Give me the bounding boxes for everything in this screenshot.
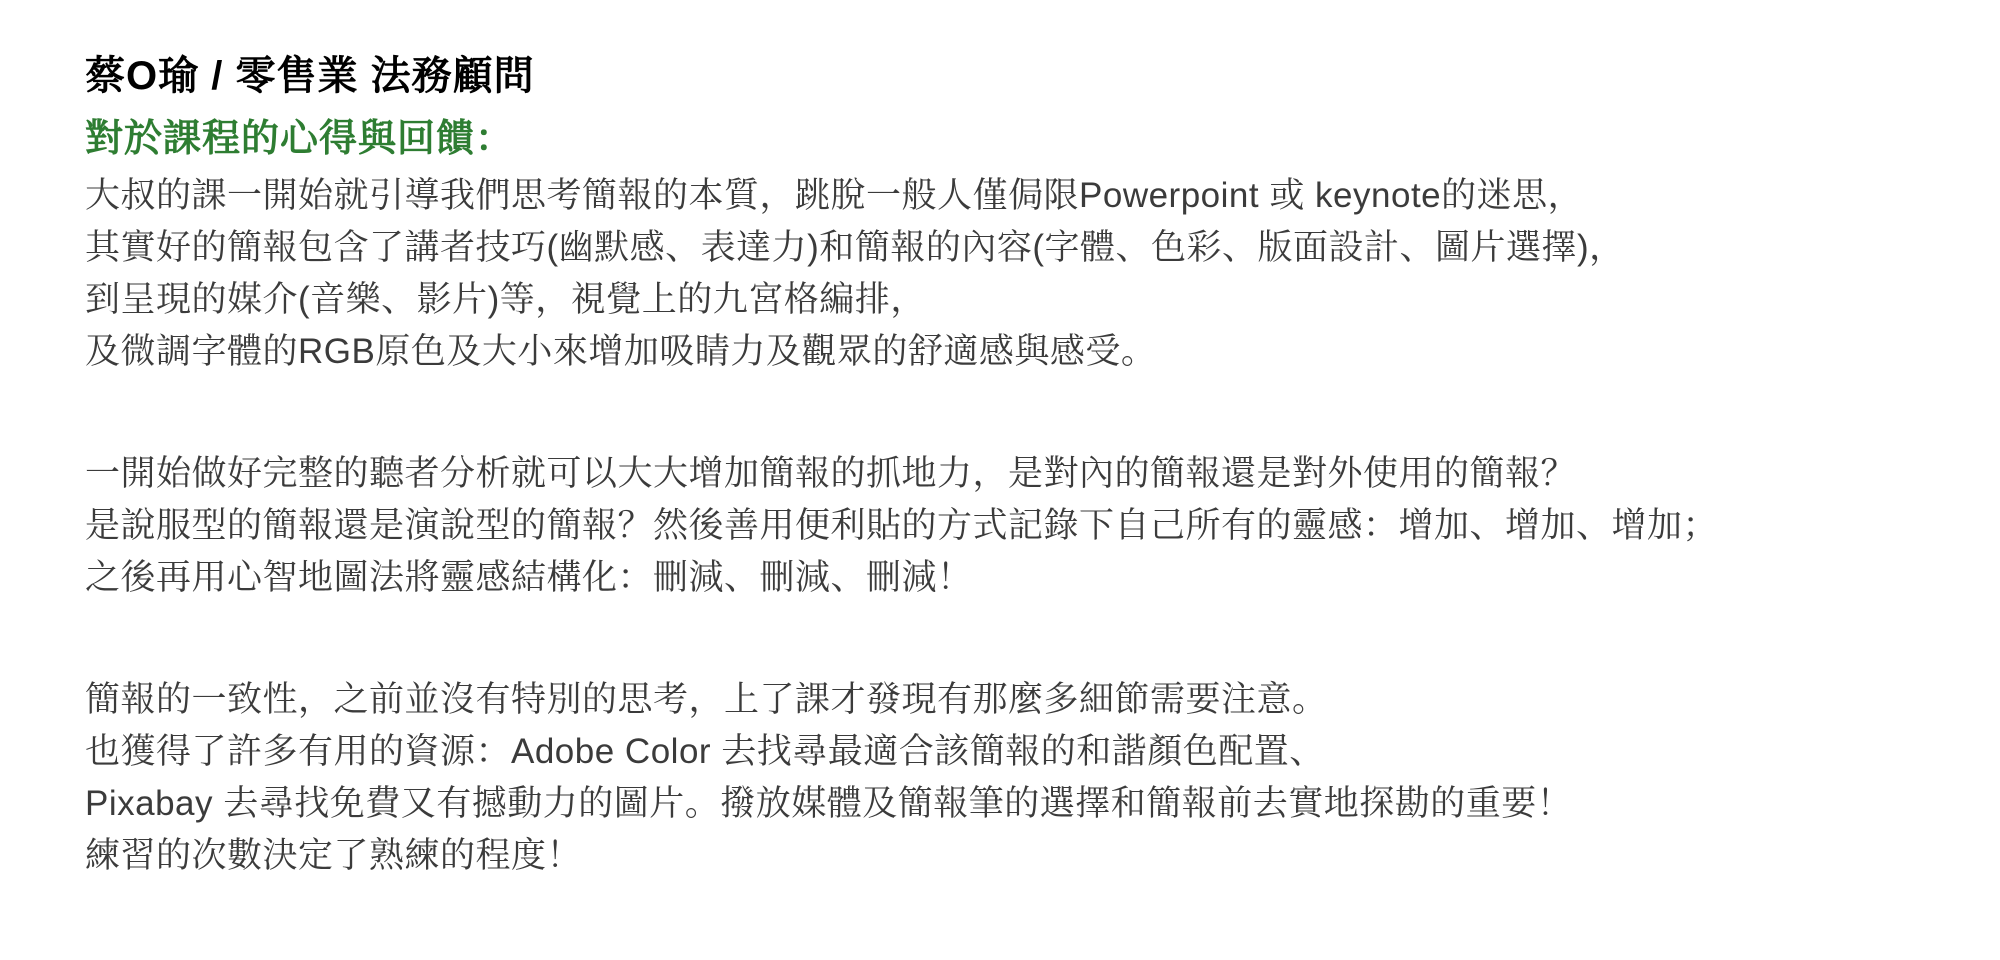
feedback-line: 大叔的課一開始就引導我們思考簡報的本質，跳脫一般人僅侷限Powerpoint 或 keynote的迷思，: [85, 176, 1584, 215]
feedback-line: 一開始做好完整的聽者分析就可以大大增加簡報的抓地力，是對內的簡報還是對外使用的簡報？: [85, 454, 1577, 493]
feedback-paragraph-1: [85, 170, 1970, 378]
feedback-line: Pixabay 去尋找免費又有撼動力的圖片。撥放媒體及簡報筆的選擇和簡報前去實地探勘的重要！: [85, 784, 1573, 823]
feedback-line: 到呈現的媒介(音樂、影片)等，視覺上的九宮格編排，: [85, 280, 926, 319]
feedback-line: 也獲得了許多有用的資源：Adobe Color 去找尋最適合該簡報的和諧顏色配置、: [85, 732, 1325, 771]
feedback-heading: 對於課程的心得與回饋：: [85, 118, 515, 160]
feedback-line: 練習的次數決定了熟練的程度！: [85, 836, 583, 875]
feedback-paragraph-2: [85, 448, 1970, 604]
feedback-line: 其實好的簡報包含了講者技巧(幽默感、表達力)和簡報的內容(字體、色彩、版面設計、圖片選擇)，: [85, 228, 1625, 267]
feedback-line: 及微調字體的RGB原色及大小來增加吸睛力及觀眾的舒適感與感受。: [85, 332, 1157, 371]
feedback-line: 簡報的一致性，之前並沒有特別的思考，上了課才發現有那麼多細節需要注意。: [85, 680, 1328, 719]
feedback-line: 是說服型的簡報還是演說型的簡報？然後善用便利貼的方式記錄下自己所有的靈感：增加、增加、增加；: [85, 506, 1719, 545]
reviewer-name-title: 蔡O瑜 / 零售業 法務顧問: [85, 54, 535, 98]
feedback-paragraph-3: [85, 674, 1970, 882]
feedback-line: 之後再用心智地圖法將靈感結構化：刪減、刪減、刪減！: [85, 558, 973, 597]
